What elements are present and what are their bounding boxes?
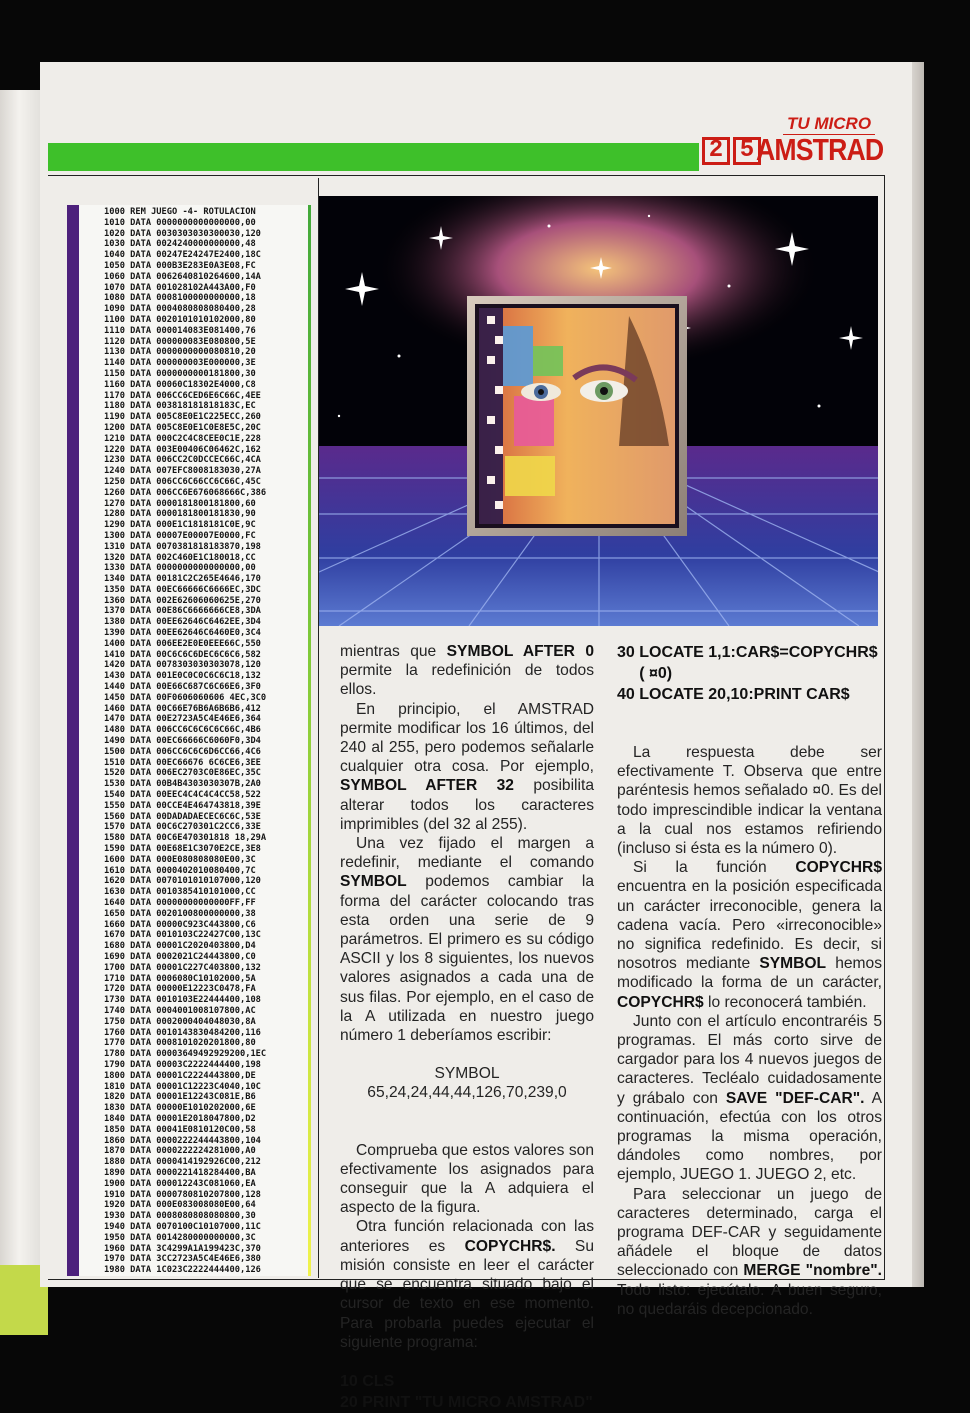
listing-line: 1420 DATA 0078303030303078,120: [104, 660, 261, 671]
listing-accent-bar: [67, 205, 79, 1276]
listing-line: 1960 DATA 3C4299A1A199423C,370: [104, 1243, 261, 1254]
listing-line: 1250 DATA 006CC6C66CC6C66C,45C: [104, 476, 261, 487]
listing-line: 1150 DATA 0000000000181800,30: [104, 368, 256, 379]
listing-line: 1220 DATA 003E00406C06462C,162: [104, 444, 261, 455]
listing-line: 1450 DATA 00F0606060606 4EC,3C0: [104, 692, 267, 703]
listing-line: 1890 DATA 0000221418284400,BA: [104, 1167, 256, 1178]
listing-line: 1120 DATA 000000083E080800,5E: [104, 336, 256, 347]
listing-line: 1300 DATA 00007E00007E0000,FC: [104, 530, 256, 541]
listing-line: 1290 DATA 000E1C1818181C0E,9C: [104, 520, 256, 531]
listing-line: 1460 DATA 00C66E76B6A6B6B6,412: [104, 703, 261, 714]
paragraph: Si la función COPYCHR$ encuentra en la posición especificada un carácter irreconocible, genera la cadena vacía. Pero «irreconocible» no significa redefinido. Es decir, si nosotros mediante SYMBOL hemos modificado la forma de un carácter, COPYCHR$ lo reconocerá también.: [617, 859, 883, 1011]
listing-line: 1980 DATA 1C023C2222444400,126: [104, 1265, 261, 1276]
paragraph: Junto con el artículo encontraréis 5 programas. El más corto sirve de cargador para los 4 nuevos juegos de caracteres. Tecléalo cuidadosamente y grábalo con SAVE "DEF-CAR". A continuación, efectúa con los otros programas la misma operación, dándoles como nombres, por ejemplo, JUEGO 1. JUEGO 2, etc.: [617, 1012, 882, 1184]
listing-line: 1650 DATA 0020100800000000,38: [104, 908, 256, 919]
listing-line: 1680 DATA 00001C2020403800,D4: [104, 941, 256, 952]
listing-line: 1540 DATA 00EEC4C4C4C4CC58,522: [104, 790, 261, 801]
listing-line: 1610 DATA 0000402010080400,7C: [104, 865, 256, 876]
program-line: ( ¤0): [617, 665, 673, 682]
listing-line: 1180 DATA 003818181818183C,EC: [104, 401, 256, 412]
listing-line: 1210 DATA 000C2C4C8CEE0C1E,228: [104, 433, 261, 444]
symbol-example: SYMBOL 65,24,24,44,44,126,70,239,0: [367, 1065, 567, 1102]
listing-line: 1780 DATA 00003649492929200,1EC: [104, 1049, 267, 1060]
listing-line: 1020 DATA 0030303030300030,120: [104, 228, 261, 239]
program-line: 10 CLS: [340, 1372, 395, 1390]
basic-listing: [104, 207, 314, 1276]
listing-line: 1530 DATA 00B4B4303030307B,2A0: [104, 779, 261, 790]
listing-line: 1700 DATA 00001C227C403800,132: [104, 962, 261, 973]
listing-line: 1350 DATA 00EC66666C6666EC,3DC: [104, 584, 261, 595]
paragraph: Para seleccionar un juego de caracteres determinado, carga el programa DEF-CAR y seguidamente añádele el bloque de datos seleccionado con MERGE "nombre". Todo listo: ejecútalo. A buen seguro, no quedaráis decepcionado.: [617, 1185, 882, 1318]
listing-line: 1470 DATA 00E2723A5C4E46E6,364: [104, 714, 261, 725]
listing-line: 1140 DATA 000000003E000000,3E: [104, 358, 256, 369]
listing-line: 1640 DATA 00000000000000FF,FF: [104, 898, 256, 908]
listing-line: 1190 DATA 005C8E0E1C225ECC,260: [104, 412, 261, 423]
listing-line: 1080 DATA 0008100000000000,18: [104, 293, 256, 304]
listing-line: 1380 DATA 00EE62646C6462EE,3D4: [104, 617, 261, 628]
page-number: [702, 136, 761, 166]
listing-line: 1040 DATA 00247E24247E2400,18C: [104, 250, 261, 261]
listing-line: 1370 DATA 00E86C6666666CE8,3DA: [104, 606, 261, 617]
listing-line: 1920 DATA 000E083008080E00,64: [104, 1200, 256, 1211]
listing-line: 1930 DATA 0008080808080800,30: [104, 1211, 256, 1222]
listing-line: 1580 DATA 00C6E470301818 18,29A: [104, 833, 267, 844]
listing-line: 1830 DATA 00000E1010202000,6E: [104, 1103, 256, 1114]
listing-line: 1340 DATA 00181C2C265E4646,170: [104, 574, 261, 585]
listing-line: 1030 DATA 0024240000000000,48: [104, 239, 256, 250]
listing-line: 1770 DATA 0008101020201800,80: [104, 1038, 256, 1049]
paragraph: mientras que SYMBOL AFTER 0 permite la redefinición de todos ellos.: [340, 643, 594, 699]
page-number-digit: 5: [733, 137, 761, 165]
listing-line: 1910 DATA 0000780810207800,128: [104, 1189, 261, 1200]
listing-line: 1360 DATA 002E62606060625E,270: [104, 595, 261, 606]
listing-line: 1270 DATA 0000181800181800,60: [104, 498, 256, 509]
page-number-digit: 2: [702, 137, 730, 165]
listing-line: 1240 DATA 007EFC8008183030,27A: [104, 466, 261, 477]
listing-line: 1230 DATA 006CC2C0DCCEC66C,4CA: [104, 455, 261, 466]
listing-line: 1630 DATA 0010385410101000,CC: [104, 887, 256, 898]
series-title: TU MICRO: [783, 114, 875, 135]
listing-line: 1050 DATA 000B3E283E0A3E08,FC: [104, 260, 256, 271]
listing-line: 1800 DATA 00001C2224443800,DE: [104, 1070, 256, 1081]
listing-line: 1600 DATA 000E080808080E00,3C: [104, 854, 256, 865]
listing-line: 1660 DATA 00000C923C443800,C6: [104, 919, 256, 930]
listing-line: 1310 DATA 0070381818183870,198: [104, 541, 261, 552]
header-strip: [48, 143, 699, 171]
listing-line: 1410 DATA 00C6C6C6DEC6C6C6,582: [104, 649, 261, 660]
brand-title: AMSTRAD: [756, 132, 884, 167]
article-column-right: [617, 642, 882, 1319]
listing-line: 1760 DATA 0010143830484200,116: [104, 1027, 261, 1038]
listing-line: 1500 DATA 006CC6C6C6D6CC66,4C6: [104, 746, 261, 757]
listing-line: 1730 DATA 0010103E22444400,108: [104, 995, 261, 1006]
listing-line: 1840 DATA 00001E2018047800,D2: [104, 1113, 256, 1124]
listing-line: 1900 DATA 000012243C081060,EA: [104, 1178, 256, 1189]
listing-line: 1200 DATA 005C8E0E1C0E8E5C,20C: [104, 422, 261, 433]
listing-line: 1510 DATA 00EC66676 6C6CE6,3EE: [104, 757, 261, 768]
program-line: 30 LOCATE 1,1:CAR$=COPYCHR$: [617, 644, 878, 661]
paragraph: La respuesta debe ser efectivamente T. Observa que entre paréntesis hemos señalado ¤0. Es del todo imprescindible indicar la ventana a la cual nos estamos refiriendo (incluso si ésta es la número 0).: [617, 744, 882, 858]
listing-line: 1070 DATA 001028102A443A00,F0: [104, 282, 256, 293]
listing-line: 1490 DATA 00EC66666C6060F0,3D4: [104, 736, 261, 747]
listing-line: 1940 DATA 0070100C10107000,11C: [104, 1221, 261, 1232]
listing-line: 1620 DATA 0070101010107000,120: [104, 876, 261, 887]
paragraph: Una vez fijado el margen a redefinir, mediante el comando SYMBOL podemos cambiar la forma del carácter colocando tras esta orden una serie de 9 parámetros. El primero es su código ASCII y los 8 siguientes, los nuevos valores asignados a cada una de sus filas. Por ejemplo, en el caso de la A utilizada en nuestro juego número 1 deberíamos escribir:: [340, 835, 594, 1045]
listing-line: 1720 DATA 00000E12223C0478,FA: [104, 984, 256, 995]
listing-line: 1130 DATA 0000000000080810,20: [104, 347, 256, 358]
listing-line: 1320 DATA 002C460E1C180018,CC: [104, 552, 256, 563]
listing-line: 1090 DATA 0004080808080400,28: [104, 304, 256, 315]
listing-line: 1850 DATA 00041E0810120C00,58: [104, 1124, 256, 1135]
listing-line: 1520 DATA 006EC2703C0E86EC,35C: [104, 768, 261, 779]
paragraph: Otra función relacionada con las anteriores es COPYCHR$. Su misión consiste en leer el carácter que se encuentra situado bajo el cursor de texto en ese momento. Para probarla puedes ejecutar el siguiente programa:: [340, 1218, 594, 1351]
listing-line: 1710 DATA 0006080C10102000,5A: [104, 973, 256, 984]
paragraph: En principio, el AMSTRAD permite modificar los 16 últimos, del 240 al 255, pero podemos señalarle cualquier otra cosa. Por ejemplo, SYMBOL AFTER 32 posibilita alterar todos los caracteres imprimibles (del 32 al 255).: [340, 700, 594, 833]
listing-line: 1110 DATA 000014083E081400,76: [104, 325, 256, 336]
page-edge: [912, 62, 924, 1287]
listing-line: 1430 DATA 001E0C0C0C6C6C18,132: [104, 671, 261, 682]
listing-line: 1000 REM JUEGO -4- ROTULACION: [104, 207, 256, 217]
listing-line: 1010 DATA 0000000000000000,00: [104, 217, 256, 228]
listing-line: 1740 DATA 0004001008107800,AC: [104, 1005, 256, 1016]
listing-line: 1550 DATA 00CCE4E464743818,39E: [104, 800, 261, 811]
listing-line: 1100 DATA 0020101010102000,80: [104, 314, 256, 325]
listing-line: 1950 DATA 0014280000000000,3C: [104, 1232, 256, 1243]
illustration: [319, 196, 878, 626]
listing-line: 1670 DATA 0010103C22427C00,13C: [104, 930, 261, 941]
listing-line: 1860 DATA 0000222244443800,104: [104, 1135, 261, 1146]
listing-line: 1750 DATA 0002000404048030,8A: [104, 1016, 256, 1027]
listing-line: 1590 DATA 00E68E1C3070E2CE,3E8: [104, 844, 261, 855]
program-line: 40 LOCATE 20,10:PRINT CAR$: [617, 686, 850, 703]
listing-line: 1170 DATA 006CC6CED6E6C66C,4EE: [104, 390, 261, 401]
listing-line: 1570 DATA 00C6C270301C2CC6,33E: [104, 822, 261, 833]
listing-line: 1820 DATA 00001E12243C081E,B6: [104, 1092, 256, 1103]
listing-line: 1390 DATA 00EE62646C6460E0,3C4: [104, 628, 261, 639]
paragraph: Comprueba que estos valores son efectivamente los asignados para conseguir que la A adquiera el aspecto de la figura.: [340, 1141, 594, 1217]
article-column-middle: [340, 642, 594, 1413]
listing-line: 1280 DATA 0000181800181830,90: [104, 509, 256, 520]
listing-line: 1880 DATA 0000414192926C00,212: [104, 1157, 261, 1168]
listing-line: 1970 DATA 3CC2723A5C4E46E6,380: [104, 1254, 261, 1265]
listing-line: 1790 DATA 00003C2222444400,198: [104, 1059, 261, 1070]
illustration-art: [319, 196, 878, 626]
listing-line: 1400 DATA 006EE2E0E0EEE66C,550: [104, 638, 261, 649]
listing-line: 1690 DATA 0002021C24443800,C0: [104, 951, 256, 962]
program-line: 20 PRINT "TU MICRO AMSTRAD": [340, 1393, 593, 1411]
listing-line: 1810 DATA 00001C12223C4040,10C: [104, 1081, 261, 1092]
listing-line: 1160 DATA 00060C18302E4000,C8: [104, 379, 256, 390]
listing-line: 1560 DATA 00DADADAECEC6C6C,53E: [104, 811, 261, 822]
listing-line: 1870 DATA 0000222224281000,A0: [104, 1146, 256, 1157]
listing-line: 1330 DATA 0000000000000000,00: [104, 563, 256, 574]
listing-line: 1480 DATA 006CC6C6C6C6C66C,4B6: [104, 725, 261, 736]
listing-line: 1060 DATA 0062640810264600,14A: [104, 271, 261, 282]
listing-line: 1440 DATA 00E66C687C6C66E6,3F0: [104, 682, 261, 693]
listing-line: 1260 DATA 006CC6E676068666C,386: [104, 487, 267, 498]
